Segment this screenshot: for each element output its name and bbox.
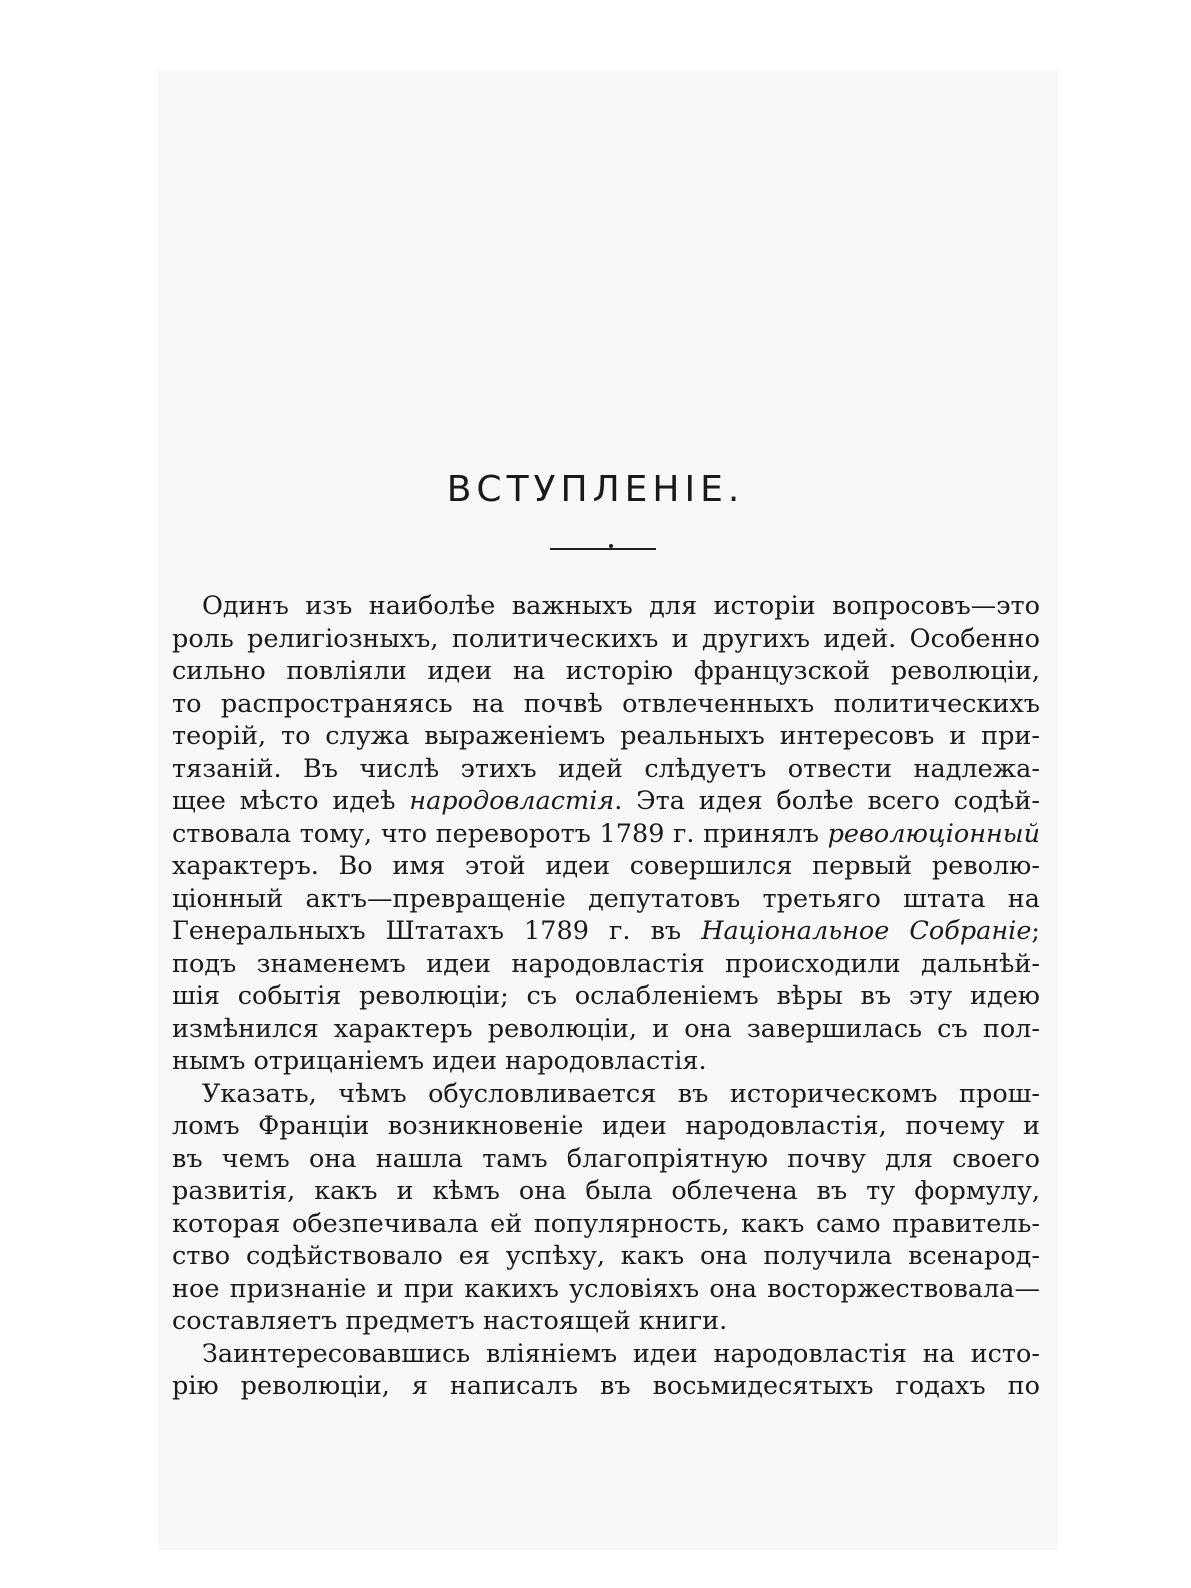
- text-line: ное признаніе и при какихъ условіяхъ она восторжествовала—: [172, 1273, 1040, 1304]
- text-line: то распространяясь на почвѣ отвлеченныхъ политическихъ: [172, 688, 1040, 719]
- text-line: характеръ. Во имя этой идеи совершился первый револю-: [172, 851, 1040, 881]
- text-line: [172, 915, 1040, 948]
- text-run: Генеральныхъ Штатахъ 1789 г. въ: [172, 916, 702, 946]
- italic-term: народовластія: [409, 786, 615, 816]
- divider-dot: [609, 544, 613, 548]
- text-line: Указать, чѣмъ обусловливается въ историческомъ прош-: [202, 1078, 1040, 1109]
- text-line: роль религіозныхъ, политическихъ и другихъ идей. Особенно: [172, 623, 1040, 654]
- text-line: развитія, какъ и кѣмъ она была облечена въ ту формулу,: [172, 1176, 1040, 1206]
- text-run: . Эта идея болѣе всего содѣй-: [614, 786, 1040, 816]
- text-line: въ чемъ она нашла тамъ благопріятную почву для своего: [172, 1143, 1040, 1174]
- text-line: сильно повліяли идеи на исторію французской революціи,: [172, 656, 1040, 686]
- text-line: [172, 818, 1040, 851]
- text-line: рію революціи, я написалъ въ восьмидесятыхъ годахъ по: [172, 1371, 1040, 1401]
- text-line: которая обезпечивала ей популярность, какъ само правитель-: [172, 1208, 1040, 1239]
- text-line: ство содѣйствовало ея успѣху, какъ она получила всенарод-: [172, 1241, 1040, 1271]
- text-run: щее мѣсто идеѣ: [172, 786, 410, 816]
- page-title: ВСТУПЛЕНІЕ.: [446, 469, 745, 510]
- text-line: ломъ Франціи возникновеніе идеи народовластія, почему и: [172, 1111, 1040, 1141]
- text-line: теорій, то служа выраженіемъ реальныхъ интересовъ и при-: [172, 721, 1040, 751]
- text-line: Заинтересовавшись вліяніемъ идеи народовластія на исто-: [202, 1338, 1040, 1369]
- text-line: шія событія революціи; съ ослабленіемъ вѣры въ эту идею: [172, 981, 1040, 1011]
- text-line: нымъ отрицаніемъ идеи народовластія.: [172, 1046, 707, 1076]
- text-line: тязаній. Въ числѣ этихъ идей слѣдуетъ отвести надлежа-: [172, 753, 1040, 784]
- text-run: ствовала тому, что переворотъ 1789 г. принялъ: [172, 818, 828, 849]
- text-line: Одинъ изъ наиболѣе важныхъ для исторіи вопросовъ—это: [202, 591, 1040, 621]
- text-line: измѣнился характеръ революціи, и она завершилась съ пол-: [172, 1013, 1040, 1044]
- title-divider: [550, 548, 656, 550]
- text-line: подъ знаменемъ идеи народовластія происходили дальнѣй-: [172, 948, 1040, 979]
- italic-term: Національное Собраніе: [701, 916, 1032, 946]
- italic-term: революціонный: [827, 818, 1040, 849]
- text-run: ;: [1031, 916, 1040, 946]
- text-line: ціонный актъ—превращеніе депутатовъ третьяго штата на: [172, 883, 1040, 914]
- text-line: [172, 785, 1040, 818]
- text-line: составляетъ предметъ настоящей книги.: [172, 1306, 728, 1336]
- body-text: [172, 590, 1040, 1403]
